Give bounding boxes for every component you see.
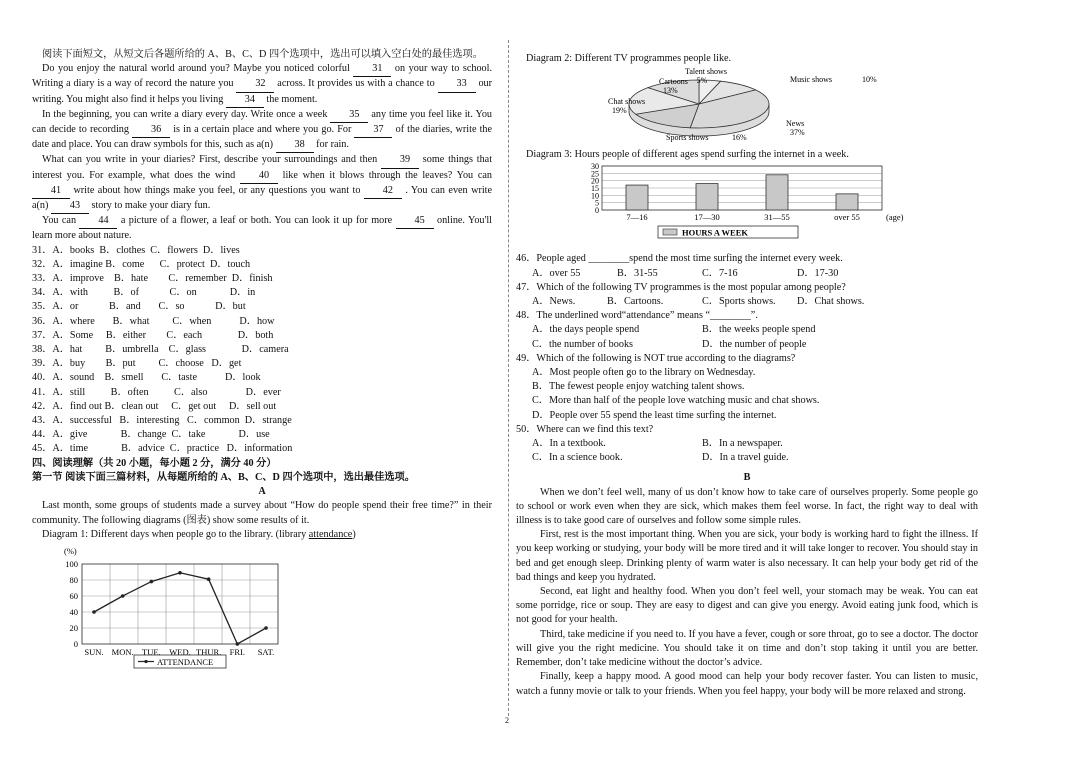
option-c[interactable]: C．More than half of the people love watching music and chat shows. <box>532 395 820 407</box>
text-run: write about how things make you feel, or any questions you want to <box>73 184 361 196</box>
legend-marker <box>144 660 147 663</box>
underlined-word: attendance <box>308 528 353 540</box>
option-d[interactable]: D．17-30 <box>797 267 839 279</box>
y-tick-label: 15 <box>591 184 599 194</box>
option-line: 33．A．improve B．hate C．remember D．finish <box>32 273 273 285</box>
bar <box>626 185 648 210</box>
option-line: 34．A．with B．of C．on D．in <box>32 287 256 299</box>
y-tick-label: 20 <box>69 622 78 633</box>
y-tick-label: 30 <box>591 162 599 172</box>
question-options <box>516 323 978 337</box>
legend-label: HOURS A WEEK <box>682 227 748 238</box>
cloze-paragraph-3 <box>32 153 492 214</box>
diagram-3-caption: Diagram 3: Hours people of different ages spend surfing the internet in a week. <box>526 149 849 161</box>
option-a[interactable]: A．over 55 <box>532 267 581 279</box>
section-heading: 四、阅读理解（共 20 小题，每小题 2 分，满分 40 分） <box>32 457 277 469</box>
questions-list <box>516 252 978 465</box>
blank-31: 31 <box>353 62 391 77</box>
option-line: 37．A．Some B．either C．each D．both <box>32 329 274 341</box>
option-line: 35．A．or B．and C．so D．but <box>32 301 246 313</box>
option-d[interactable]: D．People over 55 spend the least time surfing the internet. <box>532 409 777 421</box>
question-options <box>516 295 978 309</box>
bar <box>836 194 858 210</box>
text-run: In the beginning, you can write a diary every day. Write once a week <box>42 108 328 120</box>
data-point <box>121 594 125 598</box>
pie-chart-tv-programmes <box>516 66 896 148</box>
x-tick-label: MON. <box>111 646 134 657</box>
y-axis-unit: (%) <box>64 545 77 556</box>
option-a[interactable]: A．News. <box>532 296 576 308</box>
legend-swatch <box>663 229 677 235</box>
text-run: online. You'll learn more about nature. <box>32 215 493 242</box>
option-line: 38．A．hat B．umbrella C．glass D．camera <box>32 344 289 356</box>
question-options <box>516 451 978 465</box>
cloze-instruction: 阅读下面短文，从短文后各题所给的 A、B、C、D 四个选项中，选出可以填入空白处的最佳选项。 <box>42 49 483 60</box>
pie-label-sports-shows: Sports shows <box>666 133 709 143</box>
passage-b-paragraph: Second, eat light and healthy food. When you don’t feel well, your stomach may be weak. You can eat some porridge, rice or soup. They are easy to digest and can give you energy. Avoid eating junk food, which is not good for your health. <box>516 586 978 626</box>
option-b[interactable]: B．Cartoons. <box>607 296 664 308</box>
option-line: 40．A．sound B．smell C．taste D．look <box>32 372 261 384</box>
x-tick-label: WED. <box>169 646 191 657</box>
option-line: 43．A．successful B．interesting C．common D．strange <box>32 415 292 427</box>
bar-chart-internet-hours <box>516 162 916 250</box>
x-tick-label: over 55 <box>834 212 860 223</box>
x-tick-label: TUE. <box>142 646 161 657</box>
column-divider <box>508 40 509 716</box>
pie-label-music-shows: Music shows <box>790 75 833 85</box>
pie-value-cartoons: 13% <box>663 86 678 96</box>
pie-value-news: 37% <box>790 128 805 138</box>
data-point <box>92 610 96 614</box>
blank-43: 43 <box>51 199 89 214</box>
blank-42: 42 <box>364 184 402 199</box>
cloze-options <box>32 244 492 457</box>
x-tick-label: SUN. <box>84 646 104 657</box>
pie-label-cartoons: Cartoons <box>659 77 688 87</box>
option-d[interactable]: D．the number of people <box>702 338 807 350</box>
option-b[interactable]: B．the weeks people spend <box>702 324 816 336</box>
right-column <box>516 52 978 699</box>
option-line: 41．A．still B．often C．also D．ever <box>32 386 281 398</box>
option-b[interactable]: B．The fewest people enjoy watching talent shows. <box>532 381 745 393</box>
blank-44: 44 <box>79 214 117 229</box>
y-tick-label: 60 <box>69 590 78 601</box>
blank-32: 32 <box>236 77 274 92</box>
text-run: for rain. <box>316 139 349 151</box>
text-run: story to make your diary fun. <box>91 200 211 212</box>
y-tick-label: 5 <box>595 199 599 209</box>
blank-40: 40 <box>240 169 278 184</box>
option-line: 42．A．find out B．clean out C．get out D．sell out <box>32 400 277 412</box>
question-options <box>516 267 978 281</box>
pie-label-news: News <box>786 119 805 129</box>
text-run: across. It provides us with a chance to <box>277 78 435 90</box>
y-tick-label: 40 <box>69 606 78 617</box>
data-point <box>207 577 211 581</box>
text-run: our writing. You might also find it helps you living <box>32 78 493 105</box>
blank-41: 41 <box>32 184 70 199</box>
option-d[interactable]: D．Chat shows. <box>797 296 865 308</box>
subsection-heading: 第一节 阅读下面三篇材料，从每题所给的 A、B、C、D 四个选项中，选出最佳选项。 <box>32 471 415 483</box>
option-a[interactable]: A．Most people often go to the library on Wednesday. <box>532 367 756 379</box>
pie-value-music-shows: 10% <box>862 75 877 85</box>
text-run: a picture of a flower, a leaf or both. You can look it up for more <box>120 215 393 227</box>
text-run: You can <box>42 215 77 227</box>
diagram-2-caption: Diagram 2: Different TV programmes people like. <box>526 53 732 64</box>
left-column <box>32 48 492 672</box>
page-number: 2 <box>505 716 509 725</box>
diagram-1-caption <box>32 528 492 542</box>
y-tick-label: 25 <box>591 169 599 179</box>
text-run: ) <box>352 528 356 540</box>
question-48 <box>516 309 978 352</box>
question-stem: 46．People aged ________spend the most time surfing the internet every week. <box>516 253 843 265</box>
option-c[interactable]: C．7-16 <box>702 267 738 279</box>
plot-frame <box>82 564 278 644</box>
option-d[interactable]: D．In a travel guide. <box>702 452 789 464</box>
y-tick-label: 0 <box>73 638 78 649</box>
x-tick-label: 31—55 <box>764 212 790 223</box>
option-line: 32．A．imagine B．come C．protect D．touch <box>32 258 251 270</box>
x-axis-label: (age) <box>886 212 904 223</box>
x-tick-label: FRI. <box>229 646 246 657</box>
y-tick-label: 80 <box>69 574 78 585</box>
blank-33: 33 <box>438 77 476 92</box>
text-run: like when it blows through the leaves? You can <box>282 169 492 181</box>
question-stem: 49．Which of the following is NOT true according to the diagrams? <box>516 352 796 364</box>
option-line: 39．A．buy B．put C．choose D．get <box>32 358 242 370</box>
option-c[interactable]: C．the number of books <box>532 338 634 350</box>
passage-b <box>516 486 978 699</box>
option-b[interactable]: B．In a newspaper. <box>702 438 783 450</box>
option-line: 44．A．give B．change C．take D．use <box>32 429 270 441</box>
series-line-attendance <box>94 573 266 644</box>
text-run: Do you enjoy the natural world around you? Maybe you noticed colorful <box>42 63 350 75</box>
question-stem: 48．The underlined word“attendance” means “________”. <box>516 310 758 322</box>
x-tick-label: 7—16 <box>626 212 648 223</box>
data-point <box>150 580 154 584</box>
blank-37: 37 <box>354 123 392 138</box>
option-a[interactable]: A．In a textbook. <box>532 438 606 450</box>
question-49 <box>516 352 978 423</box>
question-stem: 50．Where can we find this text? <box>516 423 654 435</box>
x-tick-label: 17—30 <box>694 212 720 223</box>
passage-b-paragraph: First, rest is the most important thing. When you are sick, your body is working hard to fight the illness. If you keep working or studying, your body will be more tired and it will take longer to recover. You should stay in bed and get enough sleep. Drinking plenty of warm water is also necessary. It can help your body get rid of the bad things and keep you hydrated. <box>516 529 978 583</box>
text-run: is in a certain place and where you go. For <box>173 124 352 136</box>
data-point <box>264 626 268 630</box>
passage-b-paragraph: Third, take medicine if you need to. If you have a fever, cough or sore throat, go to see a doctor. The doctor will give you the right medicine. You should take it on time and don’t stop taking it until you are better. Remember, don’t take medicine without the doctor’s advice. <box>516 628 978 669</box>
text-run: any time you feel like it. You can decide to recording <box>32 108 493 136</box>
blank-34: 34 <box>226 93 264 108</box>
bar <box>696 184 718 210</box>
option-c[interactable]: C．In a science book. <box>532 452 623 464</box>
data-point <box>178 571 182 575</box>
passage-b-paragraph: Finally, keep a happy mood. A good mood can help your body recover faster. You can listen to music, watch a funny movie or talk to your friends. When you feel happy, your body will be more relaxed and strong. <box>516 671 978 697</box>
y-tick-label: 100 <box>65 558 78 569</box>
question-47 <box>516 281 978 309</box>
bar <box>766 175 788 210</box>
question-46 <box>516 252 978 280</box>
option-line: 31．A．books B．clothes C．flowers D．lives <box>32 244 240 256</box>
text-run: the moment. <box>266 93 318 105</box>
pie-value-chat-shows: 19% <box>612 106 627 116</box>
blank-35: 35 <box>330 108 368 123</box>
data-point <box>236 642 240 646</box>
y-tick-label: 10 <box>591 191 599 201</box>
text-run: Diagram 1: Different days when people go to the library. (library <box>42 528 309 540</box>
cloze-paragraph-4 <box>32 214 492 243</box>
text-run: What can you write in your diaries? First, describe your surroundings and then <box>42 154 378 166</box>
legend-label: ATTENDANCE <box>157 656 214 667</box>
question-options <box>516 437 978 451</box>
option-b[interactable]: B．31-55 <box>617 267 658 279</box>
option-a[interactable]: A．the days people spend <box>532 324 640 336</box>
question-options <box>516 338 978 352</box>
y-tick-label: 20 <box>591 177 599 187</box>
question-50 <box>516 423 978 466</box>
text-run: of the diaries, write the date and place. You can draw symbols for this, such as a(n) <box>32 124 493 151</box>
x-tick-label: SAT. <box>257 646 275 657</box>
pie-label-chat-shows: Chat shows <box>608 97 646 107</box>
pie-value-talent-shows: 5% <box>696 76 708 86</box>
text-run: some things that interest you. For example, what does the wind <box>32 154 493 181</box>
cloze-paragraph-1 <box>32 62 492 108</box>
option-line: 36．A．where B．what C．when D．how <box>32 315 275 327</box>
blank-39: 39 <box>381 153 419 168</box>
question-stem: 47．Which of the following TV programmes is the most popular among people? <box>516 281 846 293</box>
blank-45: 45 <box>396 214 434 229</box>
text-run: on your way to school. Writing a diary is a way of record the nature you <box>32 63 493 90</box>
option-c[interactable]: C．Sports shows. <box>702 296 776 308</box>
passage-a-intro: Last month, some groups of students made a survey about “How do people spend their free time?” in their community. The following diagrams (图表) show some results of it. <box>32 500 492 526</box>
cloze-paragraph-2 <box>32 108 492 154</box>
blank-38: 38 <box>276 138 314 153</box>
passage-b-label: B <box>743 472 751 484</box>
y-tick-label: 0 <box>595 206 599 216</box>
option-line: 45．A．time B．advice C．practice D．information <box>32 443 293 455</box>
x-tick-label: THUR. <box>196 646 222 657</box>
pie-value-sports-shows: 16% <box>732 133 747 143</box>
passage-a-label: A <box>258 486 266 498</box>
text-run: . You can even write a(n) <box>32 184 493 212</box>
line-chart-attendance <box>32 542 292 672</box>
pie-label-talent-shows: Talent shows <box>685 67 727 77</box>
passage-b-paragraph: When we don’t feel well, many of us don’t know how to take care of ourselves properly. Some people go to school or work even when they are sick, which makes them feel worse. In fact, the right way to deal with illness is to take good care of ourselves and follow some simple rules. <box>516 486 978 527</box>
blank-36: 36 <box>132 123 170 138</box>
